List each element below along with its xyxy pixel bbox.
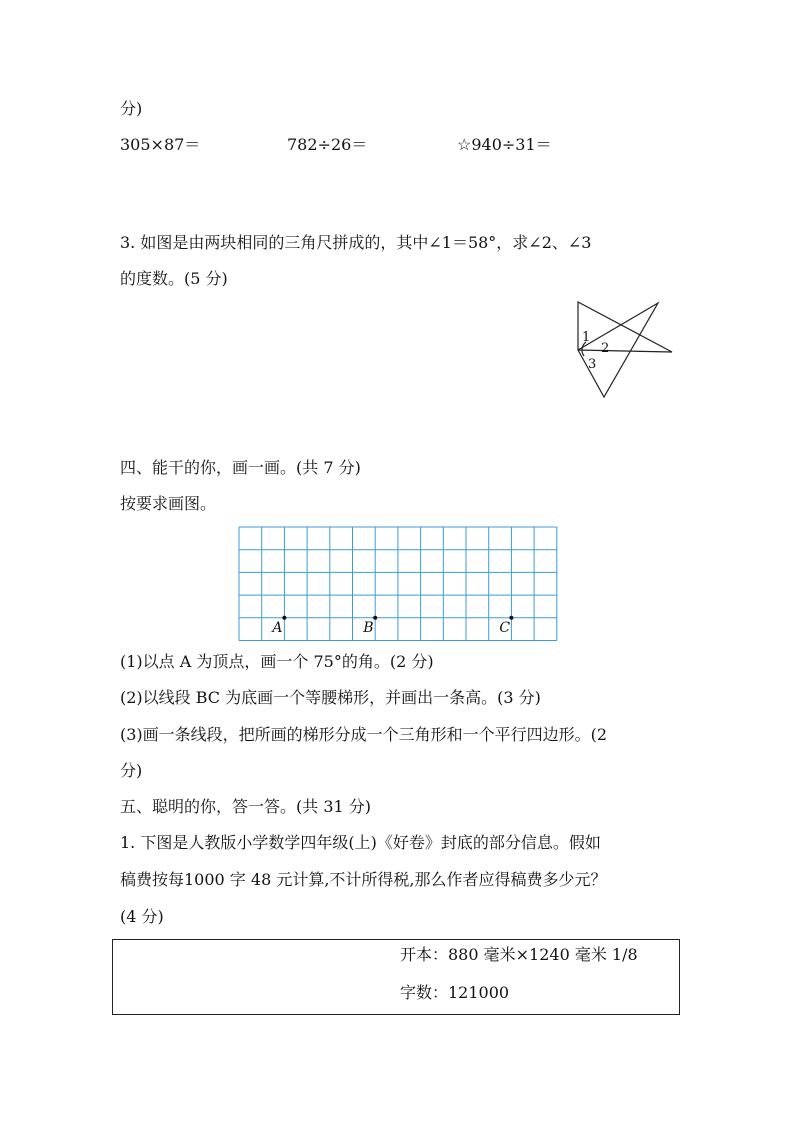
section4-title: 四、能干的你，画一画。(共 7 分) <box>120 458 361 477</box>
calc-problem-1: 305×87＝ <box>120 135 201 154</box>
angle-label-2: 2 <box>601 341 610 356</box>
grid-point-label-a: A <box>272 619 283 636</box>
angle-label-1: 1 <box>582 330 591 345</box>
section4-item-3-tail: 分) <box>120 761 143 780</box>
grid-point-label-b: B <box>363 619 374 636</box>
section5-q1-line3: (4 分) <box>120 907 164 926</box>
section5-title: 五、聪明的你，答一答。(共 31 分) <box>120 797 372 816</box>
section5-q1-line1: 1. 下图是人教版小学数学四年级(上)《好卷》封底的部分信息。假如 <box>120 833 601 852</box>
q3-text-line1: 3. 如图是由两块相同的三角尺拼成的，其中∠1＝58°，求∠2、∠3 <box>120 233 592 252</box>
q3-text-line2: 的度数。(5 分) <box>120 269 228 288</box>
section4-item-3: (3)画一条线段，把所画的梯形分成一个三角形和一个平行四边形。(2 <box>120 725 608 744</box>
book-format-info: 开本：880 毫米×1240 毫米 1/8 <box>400 945 638 964</box>
grid-point-label-c: C <box>499 619 511 636</box>
section4-instruction: 按要求画图。 <box>120 494 217 513</box>
calc-problem-2: 782÷26＝ <box>287 135 368 154</box>
calc-problem-3: ☆940÷31＝ <box>457 135 552 154</box>
section5-q1-line2: 稿费按每1000 字 48 元计算,不计所得税,那么作者应得稿费多少元？ <box>120 870 607 889</box>
grid-point-b <box>373 616 377 620</box>
angle-label-3: 3 <box>588 357 597 372</box>
book-word-count: 字数：121000 <box>400 983 510 1002</box>
grid-point-a <box>282 616 286 620</box>
section4-item-1: (1)以点 A 为顶点，画一个 75°的角。(2 分) <box>120 652 434 671</box>
section4-item-2: (2)以线段 BC 为底画一个等腰梯形，并画出一条高。(3 分) <box>120 688 541 707</box>
q2-score-tail: 分) <box>120 99 143 118</box>
